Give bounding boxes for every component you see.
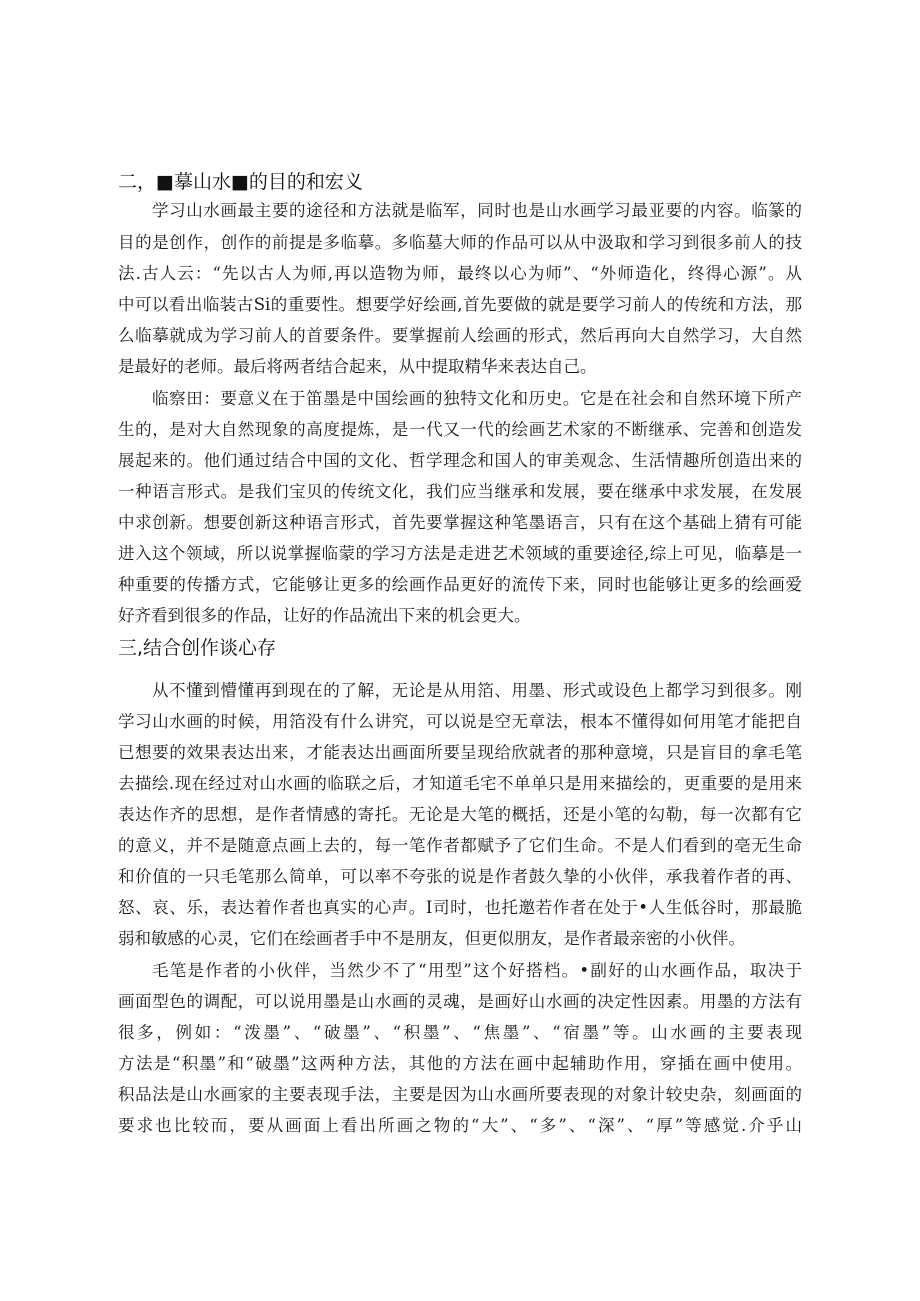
text-line: 和价值的一只毛笔那么简单，可以率不夸张的说是作者鼓久挚的小伙伴，承我着作者的再、 [118,867,802,886]
text-line: 法.古人云：“先以古人为师,再以造物为师，最终以心为师”、“外师造化，终得心源”。从 [118,264,802,283]
section-heading-3: 三,结合创作谈心存 [118,637,277,659]
text-line: 已想要的效果表达出来，才能表达出画面所要呈现给欣就者的那种意境，只是盲目的拿毛笔 [118,743,802,762]
text-line: 画面型色的调配，可以说用墨是山水画的灵魂，是画好山水画的决定性因素。用墨的方法有 [118,992,802,1011]
text-line: 好齐看到很多的作品，让好的作品流出下来的机会更大。 [118,606,531,625]
text-line: 学习山水画的时候，用箔没有什么讲究，可以说是空无章法，根本不懂得如何用笔才能把自 [118,712,802,731]
text-line: 是最好的老师。最后将两者结合起来，从中提取精华来表达自己。 [118,357,597,376]
text-line: 学习山水画最主要的途径和方法就是临军，同时也是山水画学习最亚要的内容。临篆的 [152,201,802,220]
text-line: 进入这个领域，所以说掌握临蒙的学习方法是走进艺术领域的重要途径,综上可见，临摹是一 [118,544,802,563]
text-line: 方法是“积墨”和“破墨”这两种方法，其他的方法在画中起辅助作用，穿插在画中使用。 [118,1054,802,1073]
text-line: 中可以看出临装古Si的重要性。想要学好绘画,首先要做的就是要学习前人的传统和方法，那 [118,295,802,314]
text-line: 么临摹就成为学习前人的首要条件。要掌握前人绘画的形式，然后再向大自然学习，大自然 [118,326,802,345]
text-line: 要求也比较而，要从画面上看出所画之物的“大”、“多”、“深”、“厚”等感觉.介乎山 [118,1116,802,1135]
text-line: 弱和敏感的心灵，它们在绘画者手中不是朋友，但更似朋友，是作者最亲密的小伙伴。 [118,929,745,948]
text-line: 从不懂到懵懂再到现在的了解，无论是从用箔、用墨、形式或设色上都学习到很多。刚 [152,681,802,700]
section-heading-2: 二，■摹山水■的目的和宏义 [118,171,363,193]
text-line: 临察田：要意义在于笛墨是中国绘画的独特文化和历史。它是在社会和自然环境下所产 [152,389,802,408]
text-line: 生的，是对大自然现象的高度提炼，是一代又一代的绘画艺术家的不断继承、完善和创造发 [118,420,802,439]
text-line: 很多，例如：“泼墨”、“破墨”、“积墨”、“焦墨”、“宿墨”等。山水画的主要表现 [118,1023,802,1042]
text-line: 怒、哀、乐，表达着作者也真实的心声。I司时，也托邀若作者在处于•人生低谷时，那最脆 [118,898,802,917]
text-line: 种重要的传播方式，它能够让更多的绘画作品更好的流传下来，同时也能够让更多的绘画爱 [118,575,802,594]
text-line: 目的是创作，创作的前提是多临摹。多临墓大师的作品可以从中汲取和学习到很多前人的技 [118,233,802,252]
text-line: 去描绘.现在经过对山水画的临联之后，才知道毛宅不单单只是用来描绘的，更重要的是用来 [118,774,802,793]
text-line: 表达作齐的思想，是作者情感的寄托。无论是大笔的概括，还是小笔的勾勒，每一次都有它 [118,805,802,824]
text-line: 的意义，并不是随意点画上去的，每一笔作者都赋予了它们生命。不是人们看到的亳无生命 [118,836,802,855]
text-line: 中求创新。想要创新这种语言形式，首先要掌握这种笔墨语言，只有在这个基础上猜有可能 [118,513,802,532]
text-line: 一种语言形式。是我们宝贝的传统文化，我们应当继承和发展，要在继承中求发展，在发展 [118,482,802,501]
text-line: 展起来的。他们通过结合中国的文化、哲学理念和国人的审美观念、生活情趣所创造出来的 [118,451,802,470]
text-line: 积品法是山水画家的主要表现手法，主要是因为山水画所要表现的对象计较史杂，刻画面的 [118,1085,802,1104]
text-line: 毛笔是作者的小伙伴，当然少不了“用型”这个好搭档。•副好的山水画作品，取决于 [152,961,802,980]
